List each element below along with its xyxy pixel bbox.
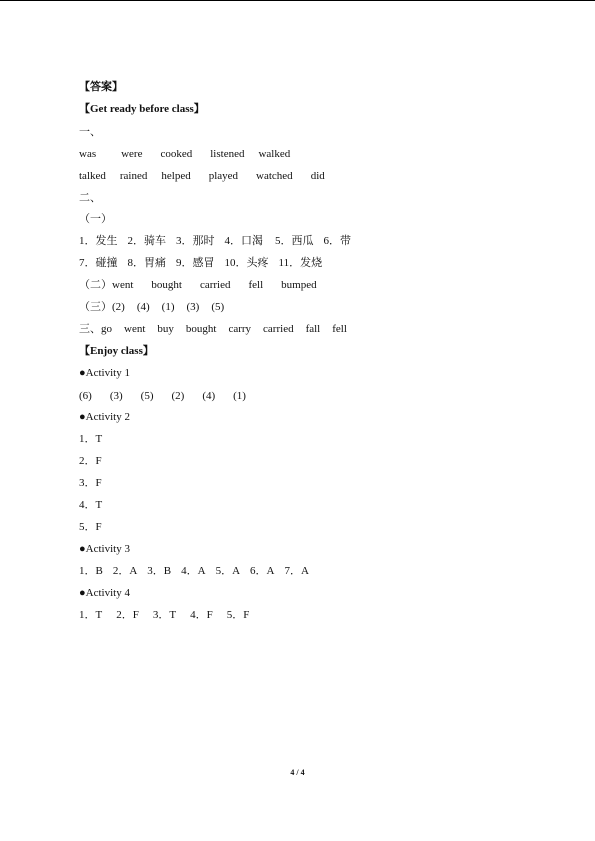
- sub3-label: （三）: [79, 301, 112, 313]
- word-item: fall: [305, 323, 321, 335]
- answer-item: 5．F: [226, 609, 250, 621]
- part3-label: 三、: [79, 323, 101, 335]
- answer-item: 3．B: [147, 565, 172, 577]
- answer-item: 2．A: [112, 565, 138, 577]
- answers-heading: 【答案】: [79, 81, 123, 93]
- activity4-answers: [79, 608, 249, 622]
- activity2-answer: 5．F: [79, 521, 102, 533]
- answer-item: 5．A: [215, 565, 241, 577]
- answer-item: (4): [202, 390, 216, 402]
- sub2-row: [79, 278, 317, 292]
- sub2-label: （二）: [79, 279, 112, 291]
- vocab-row-2: [79, 256, 322, 270]
- activity2-label: ●Activity 2: [79, 411, 130, 423]
- word-item: carry: [228, 323, 252, 335]
- activity1-label: ●Activity 1: [79, 367, 130, 379]
- order-item: (3): [186, 301, 200, 313]
- answer-item: (6): [79, 390, 92, 402]
- answer-item: 7．A: [284, 565, 309, 577]
- order-item: (1): [161, 301, 175, 313]
- word-item: carried: [199, 279, 231, 291]
- activity1-answers: [79, 389, 246, 403]
- part1-label: 一、: [79, 126, 101, 138]
- word-item: were: [121, 148, 143, 160]
- answer-item: (5): [140, 390, 154, 402]
- word-item: was: [79, 148, 97, 160]
- word-item: helped: [161, 170, 191, 182]
- sub3-row: [79, 300, 224, 314]
- vocab-item: 11．发烧: [278, 257, 323, 269]
- word-item: carried: [263, 323, 294, 335]
- activity3-label: ●Activity 3: [79, 543, 130, 555]
- word-item: walked: [258, 148, 291, 160]
- top-border-line: [0, 0, 595, 1]
- word-item: rained: [119, 170, 148, 182]
- get-ready-title: 【Get ready before class】: [79, 103, 205, 115]
- activity2-answer: 3．F: [79, 477, 102, 489]
- vocab-item: 6．带: [323, 235, 351, 247]
- word-item: listened: [210, 148, 245, 160]
- vocab-item: 8．胃痛: [127, 257, 166, 269]
- vocab-item: 9．感冒: [176, 257, 215, 269]
- word-item: did: [310, 170, 325, 182]
- vocab-item: 1．发生: [79, 235, 118, 247]
- word-item: fell: [332, 323, 347, 335]
- vocab-item: 2．骑车: [127, 235, 166, 247]
- word-item: went: [112, 279, 134, 291]
- word-item: played: [208, 170, 239, 182]
- word-item: bought: [185, 323, 217, 335]
- vocab-item: 5．西瓜: [275, 235, 314, 247]
- vocab-item: 4．口渴: [224, 235, 263, 247]
- activity4-label: ●Activity 4: [79, 587, 130, 599]
- vocab-row-1: [79, 234, 351, 248]
- activity2-answer: 1．T: [79, 433, 103, 445]
- sub1-label: （一）: [79, 213, 112, 225]
- word-item: bumped: [281, 279, 317, 291]
- order-item: (4): [136, 301, 150, 313]
- page-number: 4 / 4: [290, 768, 305, 777]
- answer-item: 6．A: [250, 565, 275, 577]
- activity2-answer: 4．T: [79, 499, 103, 511]
- word-item: cooked: [160, 148, 193, 160]
- answer-item: 4．F: [190, 609, 213, 621]
- vocab-item: 7．碰撞: [79, 257, 118, 269]
- word-item: bought: [151, 279, 182, 291]
- word-item: talked: [79, 170, 106, 182]
- part2-label: 二、: [79, 192, 101, 204]
- enjoy-class-title: 【Enjoy class】: [79, 345, 154, 357]
- answer-item: 3．T: [152, 609, 177, 621]
- word-item: went: [124, 323, 146, 335]
- activity2-answer: 2．F: [79, 455, 102, 467]
- answer-item: (2): [171, 390, 185, 402]
- answer-item: (3): [109, 390, 123, 402]
- answer-item: 2．F: [116, 609, 139, 621]
- activity3-answers: [79, 564, 309, 578]
- part3-row: [79, 322, 347, 336]
- answer-item: 4．A: [181, 565, 206, 577]
- vocab-item: 10．头疼: [224, 257, 269, 269]
- vocab-item: 3．那时: [176, 235, 215, 247]
- answer-item: 1．T: [79, 609, 103, 621]
- answer-item: (1): [233, 390, 246, 402]
- word-item: fell: [248, 279, 264, 291]
- order-item: (2): [112, 301, 125, 313]
- word-row-2: [79, 169, 325, 183]
- order-item: (5): [211, 301, 225, 313]
- word-item: watched: [256, 170, 293, 182]
- word-item: go: [101, 323, 112, 335]
- word-row-1: [79, 147, 290, 161]
- answer-item: 1．B: [79, 565, 103, 577]
- word-item: buy: [157, 323, 174, 335]
